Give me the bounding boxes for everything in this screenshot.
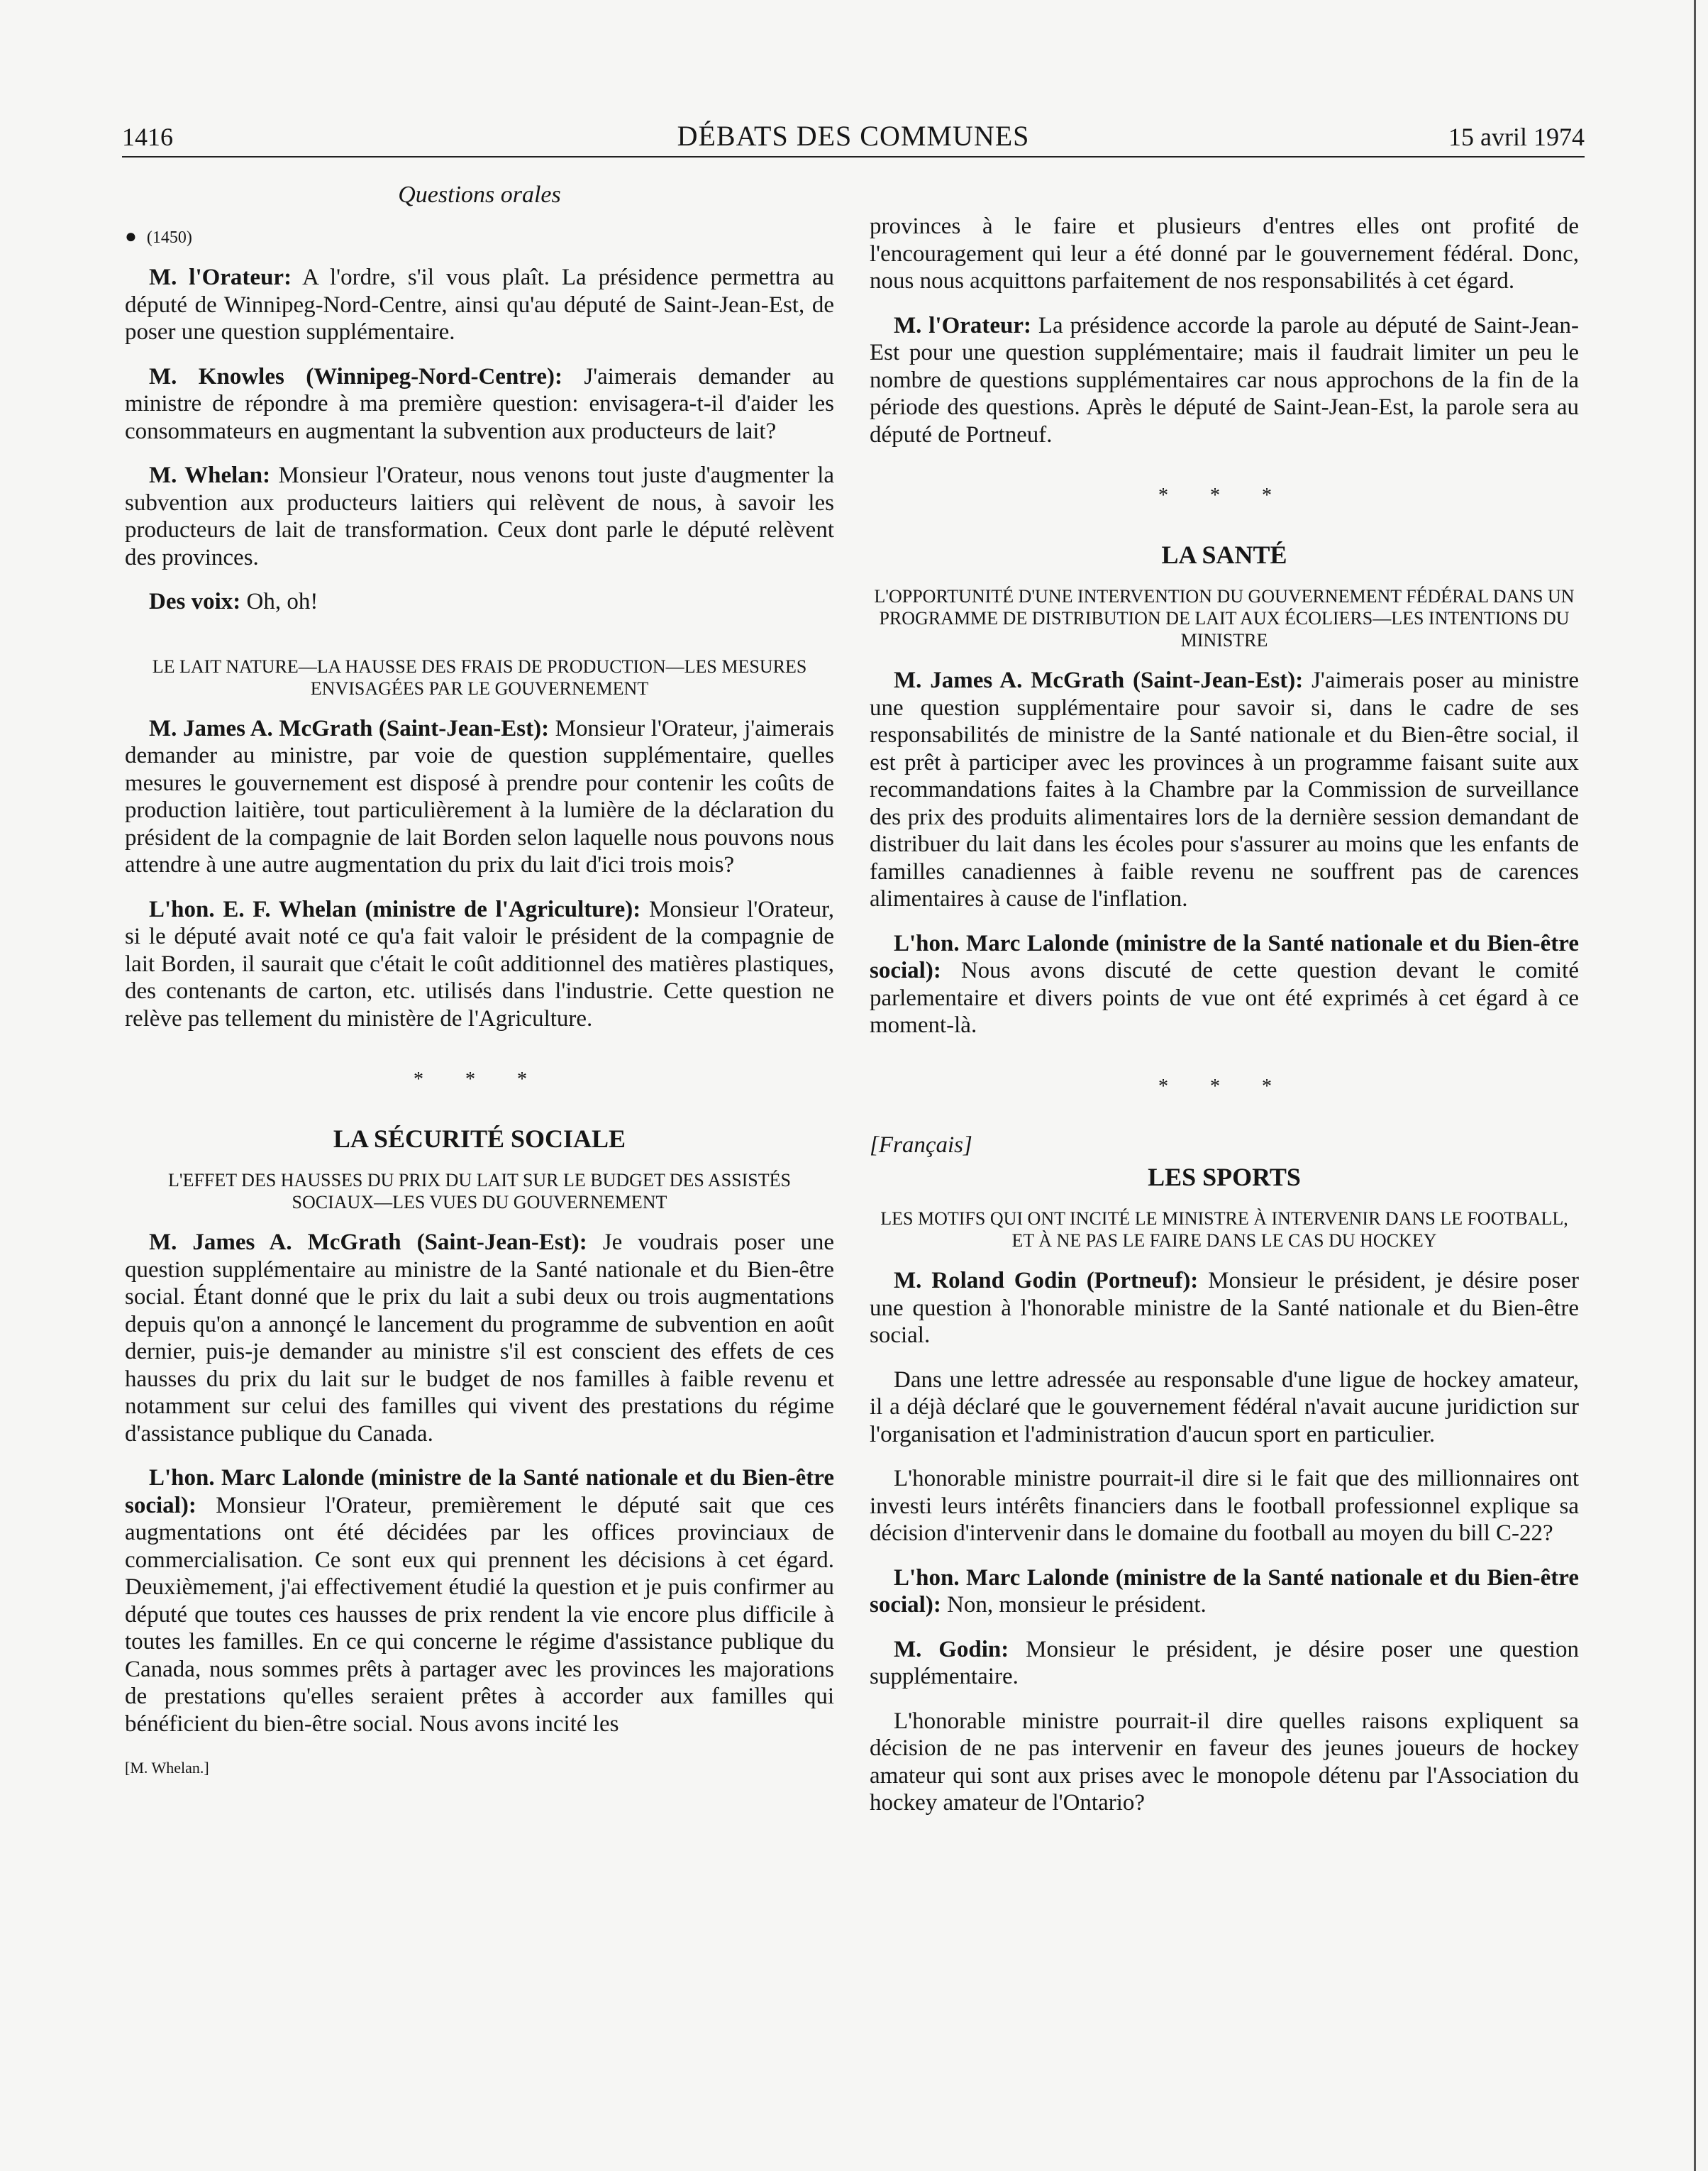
time-marker-text: (1450): [146, 228, 192, 247]
speech-text: Nous avons discuté de cette question devant le comité parlementaire et divers points de vue ont été exprimés à cet égard à ce moment-là.: [870, 958, 1579, 1038]
section-heading: LA SÉCURITÉ SOCIALE: [333, 1124, 626, 1153]
speaker-name: M. Roland Godin (Portneuf):: [894, 1268, 1199, 1293]
speech-text: provinces à le faire et plusieurs d'entres elles ont profité de l'encouragement qui leur a été donné par le gouvernement fédéral. Donc, nous nous acquittons parfaitement de nos responsabilités à cet égard.: [870, 214, 1579, 294]
speech-text: Monsieur le président, je désire poser une question à l'honorable ministre de la Santé nationale et du Bien-être social.: [870, 1268, 1579, 1348]
speech-text: J'aimerais demander au ministre de répondre à ma première question: envisagera-t-il d'aider les consommateurs en augmentant la subvention aux producteurs de lait?: [125, 363, 834, 444]
speaker-name: M. James A. McGrath (Saint-Jean-Est):: [149, 715, 550, 741]
paragraph: [870, 1267, 1579, 1349]
subheading: L'OPPORTUNITÉ D'UNE INTERVENTION DU GOUVERNEMENT FÉDÉRAL DANS UN PROGRAMME DE DISTRIBUTION DE LAIT AUX ÉCOLIERS—LES INTENTIONS DU MINISTRE: [874, 586, 1575, 651]
page-edge-line: [1694, 0, 1696, 2171]
speaker-name: Des voix:: [149, 589, 241, 614]
speech-text: L'honorable ministre pourrait-il dire si le fait que des millionnaires ont investi leurs intérêts financiers dans le football professionnel explique sa décision d'intervenir dans le domaine du football au moyen du bill C-22?: [870, 1466, 1579, 1546]
paragraph: [125, 1229, 834, 1447]
section-divider: * * *: [1158, 1075, 1290, 1098]
bullet-icon: ●: [125, 225, 137, 248]
section-divider: * * *: [1158, 485, 1290, 507]
speech-text: La présidence accorde la parole au député de Saint-Jean-Est pour une question supplémentaire; mais il faudrait limiter un peu le nombre de questions supplémentaires car nous approchons de la fin de la période des questions. Après le député de Saint-Jean-Est, la parole sera au député de Portneuf.: [870, 312, 1579, 448]
speaker-name: L'hon. Marc Lalonde (ministre de la Santé nationale et du Bien-être social):: [125, 1465, 834, 1518]
right-column: [870, 213, 1579, 1834]
section-heading: LES SPORTS: [1148, 1162, 1301, 1191]
paragraph: [125, 715, 834, 879]
paragraph: [125, 363, 834, 446]
subheading: LE LAIT NATURE—LA HAUSSE DES FRAIS DE PRODUCTION—LES MESURES ENVISAGÉES PAR LE GOUVERNEMENT: [152, 656, 807, 699]
header-date: 15 avril 1974: [1448, 123, 1585, 151]
speech-text: L'honorable ministre pourrait-il dire quelles raisons expliquent sa décision de ne pas intervenir en faveur des jeunes joueurs de hockey amateur qui sont aux prises avec le monopole détenu par l'Association du hockey amateur de l'Ontario?: [870, 1708, 1579, 1816]
section-label: Questions orales: [398, 182, 561, 208]
speech-text: Oh, oh!: [240, 589, 318, 614]
speech-text: A l'ordre, s'il vous plaît. La présidence permettra au député de Winnipeg-Nord-Centre, ainsi qu'au député de Saint-Jean-Est, de poser une question supplémentaire.: [125, 265, 834, 345]
speaker-name: M. l'Orateur:: [894, 312, 1032, 338]
paragraph: [870, 312, 1579, 449]
paragraph: [870, 930, 1579, 1039]
speech-text: Monsieur l'Orateur, nous venons tout juste d'augmenter la subvention aux producteurs laitiers qui relèvent de nous, à savoir les producteurs de lait de transformation. Ceux dont parle le député relèvent des provinces.: [125, 463, 835, 570]
speaker-name: M. James A. McGrath (Saint-Jean-Est):: [149, 1230, 587, 1255]
paragraph: [870, 667, 1579, 913]
section-heading: LA SANTÉ: [1161, 540, 1287, 569]
speech-text: Monsieur l'Orateur, j'aimerais demander au ministre, par voie de question supplémentaire, quelles mesures le gouvernement est disposé à prendre pour contenir les coûts de production laitière, tout particulièrement à la lumière de la déclaration du président de la compagnie de lait Borden selon laquelle nous pouvons nous attendre à une autre augmentation du prix du lait d'ici trois mois?: [125, 715, 834, 878]
page-header: [122, 119, 1585, 158]
speech-text: J'aimerais poser au ministre une question supplémentaire pour savoir si, dans le cadre de ses responsabilités de ministre de la Santé nationale et du Bien-être social, il est prêt à participer avec les provinces à un programme faisant suite aux recommandations faites à la Chambre par la Commission de surveillance des prix des produits alimentaires lors de la dernière session demandant de distribuer du lait dans les écoles pour s'assurer au moins que les enfants de familles canadiennes à faible revenu ne souffrent pas de carences alimentaires à cause de l'inflation.: [870, 668, 1579, 912]
speaker-name: L'hon. Marc Lalonde (ministre de la Santé nationale et du Bien-être social):: [870, 1564, 1579, 1618]
speech-text: Monsieur l'Orateur, premièrement le député sait que ces augmentations ont été décidées par les offices provinciaux de commercialisation. Ce sont eux qui prennent les décisions à cet égard. Deuxièmement, j'ai effectivement étudié la question et je puis confirmer au député que toutes ces hausses de prix rendent la vie encore plus difficile à toutes les familles. En ce qui concerne le régime d'assistance publique du Canada, nous sommes prêts à partager avec les provinces les majorations de prestations qu'elles seraient prêtes à accorder aux familles qui bénéficient du bien-être social. Nous avons incité les: [125, 1492, 834, 1737]
language-tag: [Français]: [870, 1132, 972, 1158]
speaker-name: M. Knowles (Winnipeg-Nord-Centre):: [149, 363, 562, 390]
subheading: L'EFFET DES HAUSSES DU PRIX DU LAIT SUR LE BUDGET DES ASSISTÉS SOCIAUX—LES VUES DU GOUVERNEMENT: [168, 1170, 791, 1212]
paragraph: [870, 1564, 1579, 1619]
speaker-name: M. James A. McGrath (Saint-Jean-Est):: [894, 668, 1304, 693]
speech-text: Dans une lettre adressée au responsable d'une ligue de hockey amateur, il a déjà déclaré que le gouvernement fédéral n'avait aucune juridiction sur l'organisation et l'administration d'aucun sport en particulier.: [870, 1366, 1579, 1447]
paragraph: [125, 588, 834, 616]
journal-title: DÉBATS DES COMMUNES: [677, 120, 1030, 152]
section-divider: * * *: [414, 1068, 545, 1090]
speech-text: Monsieur l'Orateur, si le député avait noté ce qu'a fait valoir le président de la compagnie de lait Borden, il saurait que c'était le coût additionnel des matières plastiques, des contenants de carton, etc. utilisés dans l'industrie. Cette question ne relève pas tellement du ministère de l'Agriculture.: [125, 896, 834, 1032]
time-marker: [125, 223, 834, 252]
subheading: LES MOTIFS QUI ONT INCITÉ LE MINISTRE À INTERVENIR DANS LE FOOTBALL, ET À NE PAS LE FAIRE DANS LE CAS DU HOCKEY: [880, 1208, 1568, 1251]
paragraph: [125, 896, 834, 1033]
paragraph: [870, 1708, 1579, 1817]
speaker-name: M. Whelan:: [149, 463, 271, 488]
speaker-name: M. l'Orateur:: [149, 265, 292, 290]
speech-text: Monsieur le président, je désire poser une question supplémentaire.: [870, 1636, 1579, 1689]
page-number: 1416: [122, 123, 173, 151]
paragraph: [870, 1636, 1579, 1691]
left-column: [125, 182, 834, 1782]
paragraph: [870, 213, 1579, 295]
paragraph: [870, 1366, 1579, 1449]
speech-text: Non, monsieur le président.: [941, 1592, 1207, 1618]
speaker-name: L'hon. Marc Lalonde (ministre de la Santé nationale et du Bien-être social):: [870, 930, 1579, 983]
paragraph: [125, 1464, 834, 1738]
speaker-name: M. Godin:: [894, 1636, 1009, 1662]
paragraph: [125, 462, 834, 571]
paragraph: [125, 264, 834, 346]
speaker-name: L'hon. E. F. Whelan (ministre de l'Agriculture):: [149, 896, 641, 922]
speech-text: Je voudrais poser une question supplémentaire au ministre de la Santé nationale et du Bien-être social. Étant donné que le prix du lait a subi deux ou trois augmentations depuis qu'on a annonçé le lancement du programme de subvention en août dernier, puis-je demander au ministre s'il est conscient des effets de ces hausses du prix du lait sur le budget de nos familles à faible revenu et notamment sur celui des familles qui vivent des prestations du régime d'assistance publique du Canada.: [125, 1230, 834, 1447]
paragraph: [870, 1465, 1579, 1547]
speaker-footer: [M. Whelan.]: [125, 1759, 209, 1777]
